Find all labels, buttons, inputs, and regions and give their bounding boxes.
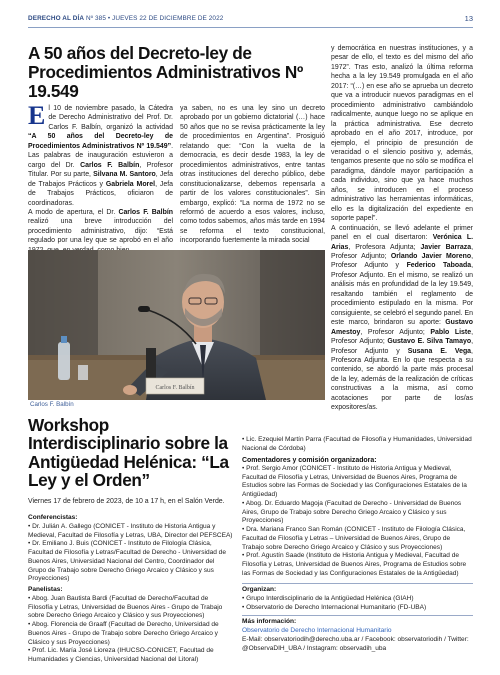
list-item: • Prof. Lic. María José Lioreza (IHUCSO-CONICET, Facultad de Humanidades y Ciencias, Universidad Nacional del Litoral) [28,647,214,663]
article1-paragraph [28,208,173,255]
list-item: • Dr. Julián A. Gallego (CONICET - Instituto de Historia Antigua y Medieval, Facultad de Filosofía y Letras, UBA, Director del PEFSCEA) [28,522,233,539]
page-number: 13 [464,14,473,23]
list-item: • Lic. Ezequiel Martín Parra (Facultad de Filosofía y Humanidades, Universidad Nacional de Córdoba) [242,436,472,452]
commentators-heading: Comentadores y comisión organizadora: [242,456,377,464]
list-item: • Prof. Sergio Amor (CONICET - Instituto de Historia Antigua y Medieval, Facultad de Filosofía y Letras, Universidad de Buenos Aires, Programa de Estudios sobre las Formas de Sociedad y las Configuraciones Estatales de la Antigüedad) [242,464,467,499]
text-run: . Las palabras de inauguración estuvieron a cargo del Dr. [28,142,173,169]
list-item: • Observatorio de Derecho Internacional Humanitario (FD-UBA) [242,603,427,611]
article1-column-1 [28,101,174,245]
event-date-line: Viernes 17 de febrero de 2023, de 10 a 17 h, en el Salón Verde. [28,498,225,505]
text-run: , Jefa de Trabajos Prácticos y [28,171,173,188]
article1-paragraph [28,101,174,208]
text-run: A continuación, se llevó adelante el primer panel en el cual disertaron: [331,224,473,242]
list-item: • Dr. Emiliano J. Buis (CONICET - Instituto de Filología Clásica, Facultad de Filosofía y Letras/Facultad de Derecho - Universidad de Buenos Aires, Universidad Nacional del Centro, Coordinador del Grupo de Trabajo sobre Derecho Griego Arcaico y Clásico y sus Proyecciones) [28,540,226,583]
text-run: , Profesor Adjunto y [331,252,473,270]
speakers-heading: Conferencistas: [28,514,78,521]
article1-column-3 [331,44,474,412]
text-run: realizó una breve introducción del procedimiento administrativo, dijo: “Está regulado por una ley que se aprobó en el año [28,218,173,245]
text-run: , Profesor Adjunto. En el mismo, se realizó un análisis más en profundidad de la ley 19.549, resaltando también el reglamento de procedimiento estipulado en la misma. Por consiguiente, se celebró el segundo panel. En este marco, brindaron su aporte: [331,262,473,327]
person-name: Susana E. Vega [407,347,472,355]
panelists-heading: Panelistas: [28,586,63,593]
person-name: Gustavo E. Silva Tamayo [387,338,472,346]
publication-name: DERECHO AL DÍA [28,15,85,22]
text-run: , Profesora Adjunta; [348,243,421,251]
person-name: Gabriela Morel [105,180,156,188]
person-name: Orlando Javier Moreno [390,252,472,260]
text-run: , Profesor Adjunto; [331,243,473,260]
text-run: , Profesor Adjunto; [331,328,473,346]
list-item: • Prof. Agustín Saade (Instituto de Historia Antigua y Medieval, Facultad de Filosofía y Letras, Universidad de Buenos Aires, Programa de Estudios sobre las Formas de Sociedad y las Configuraciones Estatales de la Antigüedad) [242,552,467,577]
speaker-photo-illustration [28,250,325,400]
person-name: Silvana M. Santoro [93,171,156,179]
list-item: • Abog. Florencia de Graaff (Facultad de Derecho, Universidad de Buenos Aires - Grupo de Trabajo sobre Derecho Griego Arcaico y Clásico y sus Proyecciones) [28,621,219,646]
person-name: Carlos F. Balbín [80,161,140,169]
header-running-title [28,15,223,22]
issue-info: Nº 385 • JUEVES 22 DE DICIEMBRE DE 2022 [85,15,224,22]
list-item: • Abog. Juan Bautista Bardi (Facultad de Derecho/Facultad de Filosofía y Letras, Universidad de Buenos Aires - Grupo de Trabajo sobre Derecho Griego Arcaico y Clásico y sus Proyecciones) [28,594,223,620]
organizers-block [242,580,473,653]
article1-column-2 [180,104,325,244]
drop-cap: E [28,101,46,130]
text-run: , Profesor Titular. Por su parte, [28,161,174,179]
article2-title: Workshop Interdisciplinario sobre la Antigüedad Helénica: “La Ley y el Orden” [28,415,229,491]
person-name: Pablo Liste [430,328,472,336]
photo-caption: Carlos F. Balbín [30,401,74,408]
commentators-block [242,436,473,577]
divider [242,583,473,584]
organizers-heading: Organizan: [242,586,277,593]
text-run: , Profesora Adjunta. En lo que respecta a su contenido, se abordó la parte más procesal de la ley, además de la realización de críticas constructivas a la misma, así como acotaciones por parte de los/as expositores/as. [331,347,473,412]
name-plate-text: Carlos F. Balbín [155,385,195,391]
article1-paragraph: ya saben, no es una ley sino un decreto aprobado por un gobierno dictatorial (…) hace 50 años que no se revisa prácticamente la ley de procedimientos en Argentina”. Prosiguió relatando que: “Con la vuelta de la democracia, es decir desde 1983, la ley de procedimientos administrativos, entre tantas otras instituciones del derecho público, debe constitucionalizarse, debemos repensarla a partir de los valores constitucionales”. Sin embargo, explicó: “La norma de 1972 no se reformó de acuerdo a esos valores, incluso, como todos sabemos, años más tarde en 1994 se reforma el texto constitucional, incorporando fuertemente la mirada social [180,105,325,245]
person-name: Javier Barraza [420,243,472,251]
contact-info: E-Mail: observatoriodih@derecho.uba.ar / Facebook: observatoriodih / Twitter: @ObservaDIH_UBA / Instagram: observadih_uba [242,635,469,652]
person-name: Verónica L. Arias [331,234,474,251]
person-name: Gustavo Amestoy [331,319,473,336]
more-info-heading: Más información: [242,618,297,626]
person-name: Federico Taboada [406,262,472,270]
page-header [28,14,473,28]
article1-paragraph [331,224,473,413]
event-title: “A 50 años del Decreto-ley de Procedimientos Administrativos Nº 19.549” [28,133,173,150]
list-item: • Dra. Mariana Franco San Román (CONICET - Instituto de Filología Clásica, Facultad de Filosofía y Letras – Universidad de Buenos Aires, Grupo de Trabajo sobre Derecho Griego Arcaico y Clásico y sus Proyecciones) [242,526,466,551]
article1-title: A 50 años del Decreto-ley de Procedimientos Administrativos Nº 19.549 [28,43,303,101]
list-item: • Grupo Interdisciplinario de la Antigüedad Helénica (GIAH) [242,594,414,602]
divider [242,615,473,616]
speakers-block [28,512,234,665]
speaker-photo [28,250,325,400]
list-item: • Abog. Dr. Eduardo Magoja (Facultad de Derecho - Universidad de Buenos Aires, Grupo de Trabajo sobre Derecho Griego Arcaico y Clásico y sus Proyecciones) [242,499,462,525]
text-run: , Jefa de Trabajos Prácticos, oficiaron de coordinadoras. [28,180,173,207]
observatory-link[interactable]: Observatorio de Derecho Internacional Humanitario [242,627,392,634]
text-run: A modo de apertura, el Dr. [28,208,119,216]
person-name: Carlos F. Balbín [118,208,173,216]
text-run: , Profesor Adjunto y [331,338,473,355]
article1-paragraph: y democrática en nuestras instituciones, y a pesar de ello, el texto es del mismo del año 1972”. Tras esto, analizó la última reforma hecha a la ley 19.549 promulgada en el año 2017: “(…) en ese año se aprueba un decreto que va a introducir nuevos paradigmas en el procedimiento administrativo cambiándolo radicalmente, aunque luego no se aplique en la práctica administrativa. Ese decreto aprobado en el año 2017, introduce, por ejemplo, el principio de presunción de veracidad o el silencio positivo y, además, tengamos presente que no sólo se modifica el paradigma, dándole mayor participación a cada individuo, sino que ya hace muchos años, se introducen en el proceso administrativo las herramientas informáticas, ello es la digitalización del expediente en soporte papel”. [331,45,473,223]
text-run: , Profesor Adjunto; [360,328,431,336]
text-run: l 10 de noviembre pasado, la Cátedra de Derecho Administrativo del Prof. Dr. Carlos F. Balbín, organizó la actividad [48,105,173,131]
